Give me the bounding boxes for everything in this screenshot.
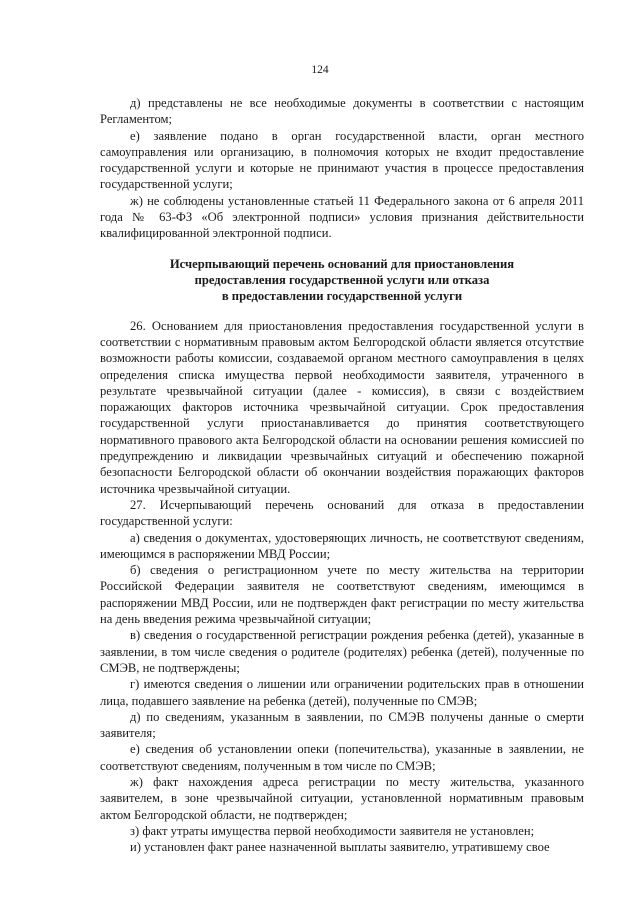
list-item: д) представлены не все необходимые документы в соответствии с настоящим Регламентом; — [100, 96, 584, 127]
heading-line: предоставления государственной услуги или отказа — [194, 272, 490, 287]
list-item: б) сведения о регистрационном учете по месту жительства на территории Российской Федерации заявителя не соответствуют сведениям, имеющимся в распоряжении МВД России, или не подтвержден факт регистрации по месту жительства на день введения режима чрезвычайной ситуации; — [100, 563, 584, 627]
list-item: е) заявление подано в орган государственной власти, орган местного самоуправления или организацию, в полномочия которых не входит предоставление государственной услуги и которые не принимают участия в процессе предоставления государственной услуги; — [100, 128, 584, 192]
list-item: и) установлен факт ранее назначенной выплаты заявителю, утратившему свое — [130, 840, 550, 855]
list-item: г) имеются сведения о лишении или ограничении родительских прав в отношении лица, подавшего заявление на ребенка (детей), полученные по СМЭВ; — [100, 677, 584, 708]
page-number: 124 — [311, 64, 329, 76]
list-item: е) сведения об установлении опеки (попечительства), указанные в заявлении, не соответствуют сведениям, полученным в том числе по СМЭВ; — [100, 742, 584, 773]
list-item: з) факт утраты имущества первой необходимости заявителя не установлен; — [130, 823, 535, 838]
heading-line: Исчерпывающий перечень оснований для приостановления — [169, 256, 515, 271]
list-item: д) по сведениям, указанным в заявлении, по СМЭВ получены данные о смерти заявителя; — [100, 709, 584, 741]
list-item: в) сведения о государственной регистрации рождения ребенка (детей), указанные в заявлении, в том числе сведения о родителе (родителях) ребенка (детей), полученные по СМЭВ, не подтверждены; — [100, 628, 584, 675]
list-item: ж) не соблюдены установленные статьей 11 Федерального закона от 6 апреля 2011 года № 63-ФЗ «Об электронной подписи» условия признания действительности квалифицированной электронной подписи. — [100, 193, 584, 241]
paragraph-26: 26. Основанием для приостановления предоставления государственной услуги в соответствии с нормативным правовым актом Белгородской области является отсутствие возможности работы комиссии, создаваемой органом местного самоуправления в целях определения списка имущества первой необходимости заявителя, утраченного в результате чрезвычайной ситуации (далее - комиссия), в связи с воздействием поражающих факторов источника чрезвычайной ситуации. Срок предоставления государственной услуги приостанавливается до принятия соответствующего нормативного правового акта Белгородской области на основании решения комиссией по предупреждению и ликвидации чрезвычайных ситуаций и обеспечению пожарной безопасности Белгородской области об окончании воздействия поражающих факторов источника чрезвычайной ситуации. — [100, 318, 584, 496]
paragraph-27: 27. Исчерпывающий перечень оснований для отказа в предоставлении государственной услуги: — [100, 497, 584, 529]
list-item: а) сведения о документах, удостоверяющих личность, не соответствуют сведениям, имеющимся в распоряжении МВД России; — [100, 530, 584, 561]
section-heading — [100, 256, 584, 304]
heading-line: в предоставлении государственной услуги — [221, 288, 463, 303]
document-body — [100, 95, 584, 855]
list-item: ж) факт нахождения адреса регистрации по месту жительства, указанного заявителем, в зоне чрезвычайной ситуации, установленной нормативным правовым актом Белгородской области, не подтвержден; — [100, 774, 584, 822]
